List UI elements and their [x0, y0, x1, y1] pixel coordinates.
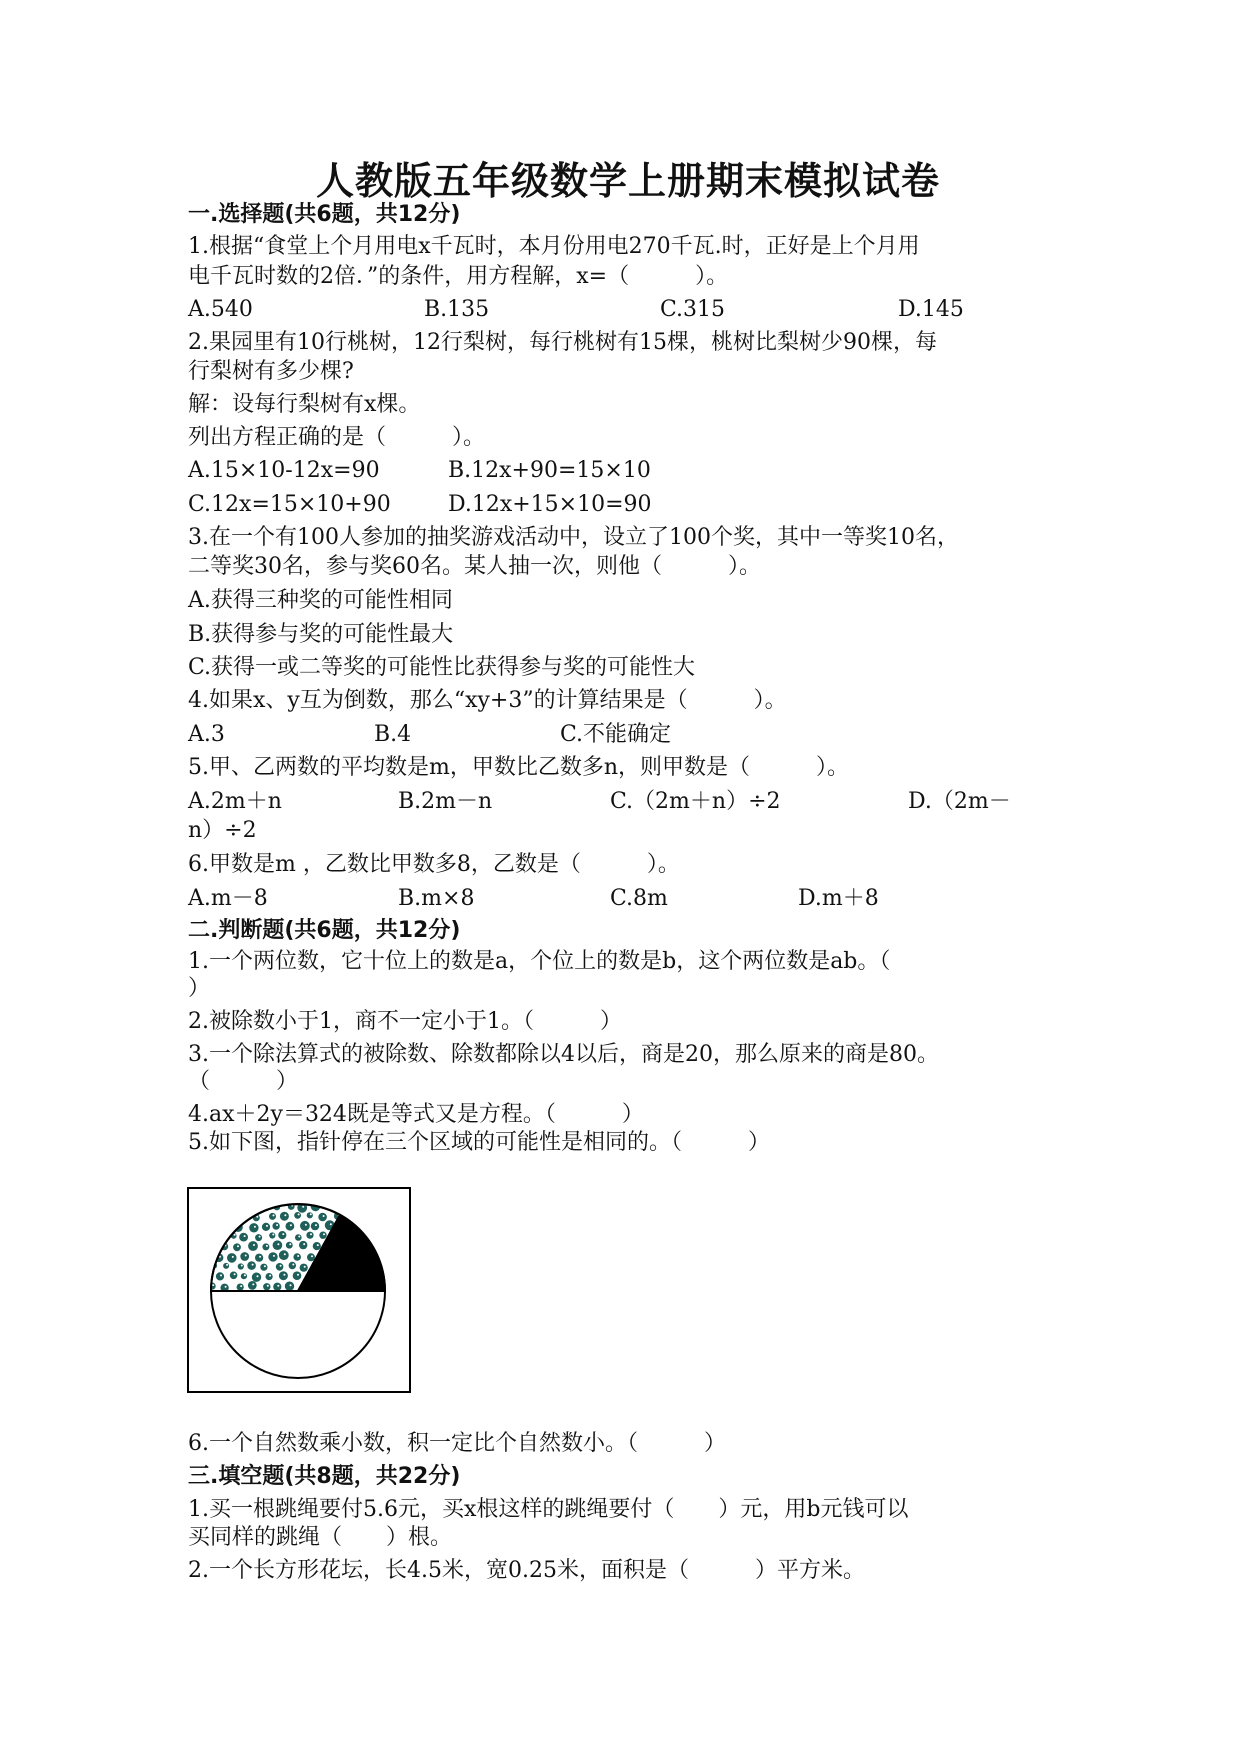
pattern-dot — [248, 1241, 258, 1251]
option: C.315 — [660, 297, 726, 322]
option: D.145 — [898, 297, 964, 322]
option: B.12x+90=15×10 — [448, 458, 651, 483]
pattern-dot-highlight — [225, 1286, 227, 1288]
pattern-dot — [272, 1222, 279, 1229]
pattern-dot-highlight — [234, 1234, 236, 1236]
option: D.（2m－ — [908, 789, 1011, 814]
pattern-dot — [307, 1253, 315, 1261]
option: B.135 — [424, 297, 490, 322]
pattern-dot-highlight — [310, 1213, 312, 1215]
pattern-dot — [286, 1242, 293, 1249]
pattern-dot — [300, 1264, 308, 1272]
pattern-dot — [255, 1254, 263, 1262]
question-text: 4.ax＋2y＝324既是等式又是方程。（ ） — [188, 1102, 644, 1127]
option: C.获得一或二等奖的可能性比获得参与奖的可能性大 — [188, 655, 696, 680]
option: A.m－8 — [188, 886, 268, 911]
pattern-dot — [313, 1242, 321, 1250]
pattern-dot — [240, 1252, 249, 1261]
question-text: 电千瓦时数的2倍．”的条件，用方程解，x=（ ）。 — [188, 264, 729, 289]
pattern-dot-highlight — [304, 1266, 306, 1268]
pattern-dot-highlight — [212, 1284, 214, 1286]
pattern-dot — [306, 1232, 313, 1239]
option: B.m×8 — [398, 886, 475, 911]
pattern-dot — [239, 1233, 248, 1242]
pattern-dot — [260, 1264, 267, 1271]
pattern-dot — [268, 1252, 277, 1261]
pattern-dot — [311, 1222, 319, 1230]
question-text: 2.果园里有10行桃树，12行梨树，每行桃树有15棵，桃树比梨树少90棵，每 — [188, 330, 937, 355]
section-heading-fill: 三.填空题(共8题，共22分) — [188, 1464, 461, 1489]
option: n）÷2 — [188, 818, 257, 843]
pattern-dot-highlight — [273, 1214, 275, 1216]
pattern-dot — [318, 1213, 327, 1222]
pattern-dot-highlight — [302, 1206, 304, 1208]
pattern-dot-highlight — [273, 1255, 275, 1257]
pattern-dot-highlight — [259, 1236, 261, 1238]
pattern-dot-highlight — [269, 1275, 271, 1277]
pattern-dot-highlight — [310, 1233, 312, 1235]
pattern-dot — [263, 1283, 270, 1290]
pattern-dot-highlight — [330, 1223, 332, 1225]
pattern-dot — [278, 1231, 286, 1239]
pattern-dot-highlight — [264, 1265, 266, 1267]
pattern-dot-highlight — [257, 1275, 259, 1277]
pattern-dot — [300, 1221, 310, 1231]
option: A.获得三种奖的可能性相同 — [188, 588, 453, 613]
pattern-dot-highlight — [252, 1283, 254, 1285]
pattern-dot-highlight — [252, 1264, 254, 1266]
pattern-dot-highlight — [297, 1274, 299, 1276]
pattern-dot — [307, 1212, 313, 1218]
question-text: 1.根据“食堂上个月用电x千瓦时，本月份用电270千瓦.时，正好是上个月用 — [188, 234, 920, 259]
pattern-dot — [252, 1273, 261, 1282]
question-text: 二等奖30名，参与奖60名。某人抽一次，则他（ ）。 — [188, 554, 761, 579]
pattern-dot-highlight — [284, 1214, 286, 1216]
section-heading-judge: 二.判断题(共6题，共12分) — [188, 918, 461, 943]
pattern-dot-highlight — [244, 1274, 246, 1276]
pattern-dot — [273, 1240, 283, 1250]
question-text: 列出方程正确的是（ ）。 — [188, 425, 486, 450]
pattern-dot-highlight — [234, 1273, 236, 1275]
question-text: 4.如果x、y互为倒数，那么“xy+3”的计算结果是（ ）。 — [188, 688, 787, 713]
pattern-dot — [238, 1263, 244, 1269]
question-text: 2.被除数小于1，商不一定小于1。（ ） — [188, 1009, 622, 1034]
pattern-dot — [262, 1243, 269, 1250]
pattern-dot-highlight — [317, 1244, 319, 1246]
question-text: 5.如下图，指针停在三个区域的可能性是相同的。（ ） — [188, 1130, 770, 1155]
pattern-dot-highlight — [226, 1264, 228, 1266]
pattern-dot-highlight — [282, 1233, 284, 1235]
option: A.2m＋n — [188, 789, 282, 814]
pattern-dot-highlight — [303, 1243, 305, 1245]
pattern-dot-highlight — [298, 1213, 300, 1215]
question-text: 行梨树有多少棵? — [188, 359, 354, 384]
pattern-dot-highlight — [276, 1224, 278, 1226]
option: B.2m－n — [398, 789, 493, 814]
pattern-dot-highlight — [245, 1255, 247, 1257]
option: C.12x=15×10+90 — [188, 492, 391, 517]
pattern-dot — [237, 1284, 244, 1291]
pattern-dot-highlight — [240, 1285, 242, 1287]
pattern-dot — [294, 1212, 301, 1219]
question-text: 买同样的跳绳（ ）根。 — [188, 1525, 453, 1550]
pattern-dot — [293, 1271, 302, 1280]
pattern-dot-highlight — [266, 1225, 268, 1227]
spinner-figure — [187, 1187, 411, 1393]
pattern-dot-highlight — [297, 1255, 299, 1257]
pattern-dot-highlight — [290, 1224, 292, 1226]
pattern-dot — [269, 1232, 275, 1238]
pattern-dot-highlight — [280, 1265, 282, 1267]
question-text: 1.买一根跳绳要付5.6元，买x根这样的跳绳要付（ ）元，用b元钱可以 — [188, 1497, 909, 1522]
question-text: 5.甲、乙两数的平均数是m，甲数比乙数多n，则甲数是（ ）。 — [188, 755, 850, 780]
pattern-dot — [262, 1223, 270, 1231]
question-text: 解：设每行梨树有x棵。 — [188, 392, 421, 417]
pattern-dot — [280, 1212, 289, 1221]
question-text: （ ） — [188, 1069, 299, 1094]
pattern-dot-highlight — [244, 1235, 246, 1237]
pattern-dot-highlight — [220, 1274, 222, 1276]
pattern-dot — [223, 1263, 229, 1269]
pattern-dot-highlight — [267, 1285, 269, 1287]
pattern-dot — [247, 1261, 256, 1270]
pattern-dot-highlight — [277, 1243, 279, 1245]
pattern-dot-highlight — [305, 1224, 307, 1226]
section-heading-choice: 一.选择题(共6题，共12分) — [188, 202, 461, 227]
question-text: 6.甲数是m ，乙数比甲数多8，乙数是（ ）。 — [188, 852, 680, 877]
question-text: ） — [188, 976, 211, 1001]
pattern-dot-highlight — [256, 1216, 258, 1218]
pattern-dot-highlight — [259, 1256, 261, 1258]
pattern-dot — [248, 1281, 257, 1290]
page-title: 人教版五年级数学上册期末模拟试卷 — [315, 158, 940, 203]
option: D.12x+15×10=90 — [448, 492, 652, 517]
pattern-dot-highlight — [323, 1215, 325, 1217]
pattern-dot — [249, 1223, 258, 1232]
pattern-dot-highlight — [241, 1265, 243, 1267]
pattern-dot — [285, 1282, 294, 1291]
option: C.不能确定 — [560, 722, 672, 747]
pattern-dot-highlight — [298, 1236, 300, 1238]
pattern-dot — [289, 1262, 296, 1269]
question-text: 3.一个除法算式的被除数、除数都除以4以后，商是20，那么原来的商是80。 — [188, 1042, 939, 1067]
pattern-dot — [227, 1253, 237, 1263]
pattern-dot-highlight — [290, 1284, 292, 1286]
pattern-dot-highlight — [289, 1243, 291, 1245]
pattern-dot — [276, 1263, 284, 1271]
question-text: 6.一个自然数乘小数，积一定比个自然数小。（ ） — [188, 1431, 726, 1456]
pattern-dot-highlight — [232, 1256, 234, 1258]
pattern-dot-highlight — [283, 1274, 285, 1276]
pattern-dot-highlight — [266, 1245, 268, 1247]
option: C.（2m＋n）÷2 — [610, 789, 781, 814]
pattern-dot — [319, 1232, 326, 1239]
pattern-dot-highlight — [292, 1264, 294, 1266]
option: A.3 — [188, 722, 225, 747]
option: B.4 — [374, 722, 412, 747]
pattern-dot — [299, 1241, 307, 1249]
pattern-dot-highlight — [315, 1224, 317, 1226]
question-text: 3.在一个有100人参加的抽奖游戏活动中，设立了100个奖，其中一等奖10名， — [188, 525, 959, 550]
option: A.15×10-12x=90 — [188, 458, 380, 483]
pattern-dot — [286, 1222, 295, 1231]
option: C.8m — [610, 886, 668, 911]
pattern-dot — [269, 1213, 276, 1220]
pattern-dot — [230, 1272, 238, 1280]
pattern-dot-highlight — [253, 1244, 255, 1246]
pattern-dot — [241, 1273, 247, 1279]
pattern-dot — [273, 1283, 281, 1291]
pattern-dot-highlight — [272, 1234, 274, 1236]
question-text: 2.一个长方形花坛，长4.5米，宽0.25米，面积是（ ）平方米。 — [188, 1558, 865, 1583]
pattern-dot-highlight — [311, 1255, 313, 1257]
question-text: 1.一个两位数，它十位上的数是a，个位上的数是b，这个两位数是ab。（ — [188, 949, 891, 974]
option: B.获得参与奖的可能性最大 — [188, 622, 454, 647]
pattern-dot — [295, 1234, 302, 1241]
option: A.540 — [188, 297, 253, 322]
pattern-dot — [216, 1272, 224, 1280]
pattern-dot — [233, 1243, 241, 1251]
pattern-dot — [279, 1250, 289, 1260]
pattern-dot — [279, 1271, 288, 1280]
pattern-dot — [255, 1234, 262, 1241]
pattern-dot-highlight — [323, 1233, 325, 1235]
pattern-dot-highlight — [277, 1285, 279, 1287]
option: D.m＋8 — [798, 886, 879, 911]
pattern-dot-highlight — [237, 1245, 239, 1247]
pattern-dot — [293, 1253, 301, 1261]
pattern-dot — [266, 1273, 273, 1280]
pattern-dot-highlight — [254, 1226, 256, 1228]
pattern-dot-highlight — [284, 1253, 286, 1255]
